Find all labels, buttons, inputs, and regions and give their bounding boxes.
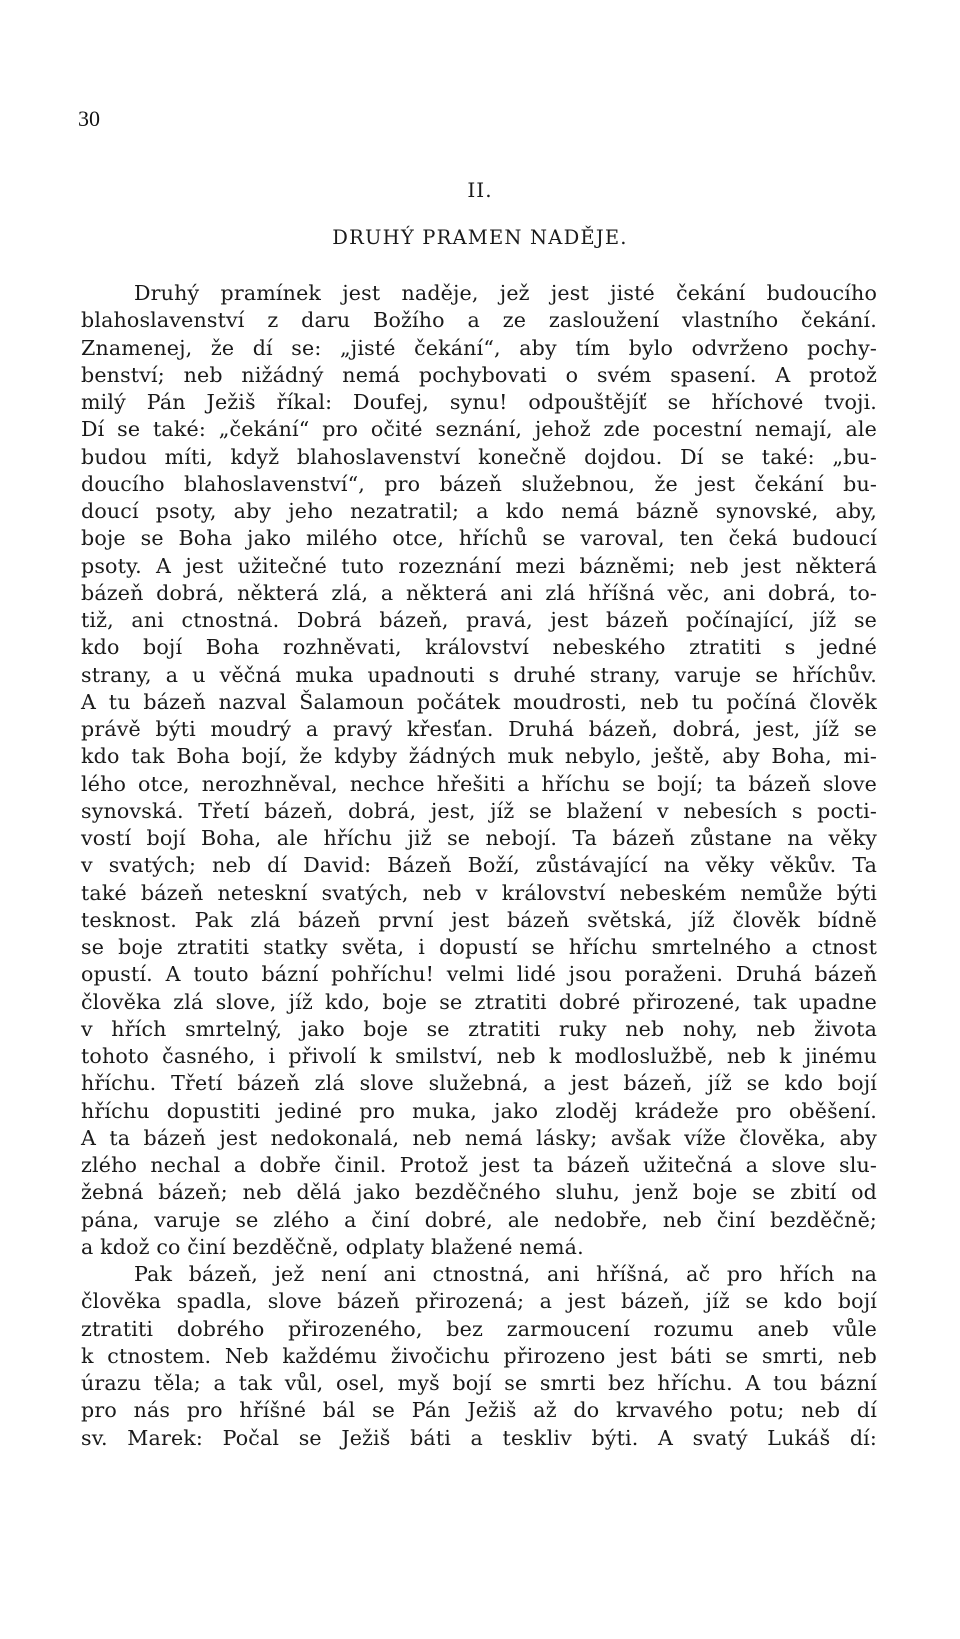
text-line: tesknost. Pak zlá bázeň první jest bázeň světská, jíž člověk bídně	[81, 907, 877, 932]
text-line: psoty. A jest užitečné tuto rozeznání mezi bázněmi; neb jest některá	[81, 553, 877, 578]
paragraph	[81, 1261, 877, 1452]
text-line: A tu bázeň nazval Šalamoun počátek moudrosti, neb tu počíná člověk	[81, 689, 877, 714]
text-body	[81, 280, 877, 1452]
text-line: Dí se také: „čekání“ pro očité seznání, jehož zde pocestní nemají, ale	[81, 417, 877, 442]
text-line: pro nás pro hříšné bál se Pán Ježiš až do krvavého potu; neb dí	[81, 1398, 877, 1423]
text-line: Znamenej, že dí se: „jisté čekání“, aby tím bylo odvrženo pochy-	[81, 335, 877, 360]
text-line: synovská. Třetí bázeň, dobrá, jest, jíž se blažení v nebesích s pocti-	[81, 798, 877, 823]
text-line: lého otce, nerozhněval, nechce hřešiti a hříchu se bojí; ta bázeň slove	[81, 771, 877, 796]
text-line: sv. Marek: Počal se Ježiš báti a teskliv býti. A svatý Lukáš dí:	[81, 1425, 877, 1450]
text-line: doucího blahoslavenství“, pro bázeň služebnou, že jest čekání bu-	[81, 471, 877, 496]
text-line: pána, varuje se zlého a činí dobré, ale nedobře, neb činí bezděčně;	[81, 1207, 877, 1232]
text-line: milý Pán Ježiš říkal: Doufej, synu! odpouštějíť se hříchové tvoji.	[81, 390, 877, 414]
text-line: člověka spadla, slove bázeň přirozená; a jest bázeň, jíž se kdo bojí	[81, 1289, 877, 1314]
text-line: opustí. A touto bázní pohříchu! velmi lidé jsou poraženi. Druhá bázeň	[81, 962, 877, 987]
text-line: Pak bázeň, jež není ani ctnostná, ani hříšná, ač pro hřích na	[134, 1262, 877, 1286]
text-line: budou míti, když blahoslavenství konečně dojdou. Dí se také: „bu-	[81, 444, 877, 469]
text-line: vostí bojí Boha, ale hříchu již se nebojí. Ta bázeň zůstane na věky	[81, 826, 877, 850]
text-line: úrazu těla; a tak vůl, osel, myš bojí se smrti bez hříchu. A tou bázní	[81, 1371, 877, 1395]
text-line: benství; neb nižádný nemá pochybovati o svém spasení. A protož	[81, 362, 877, 387]
text-line: k ctnostem. Neb každému živočichu přirozeno jest báti se smrti, neb	[81, 1343, 877, 1368]
text-line: bázeň dobrá, některá zlá, a některá ani zlá hříšná věc, ani dobrá, to-	[81, 580, 877, 605]
text-line: se boje ztratiti statky světa, i dopustí se hříchu smrtelného a ctnost	[81, 935, 877, 959]
text-line: boje se Boha jako milého otce, hříchů se varoval, ten čeká budoucí	[81, 526, 877, 551]
text-line: žebná bázeň; neb dělá jako bezděčného sluhu, jenž boje se zbití od	[81, 1180, 877, 1205]
text-line: zlého nechal a dobře činil. Protož jest ta bázeň užitečná a slove slu-	[81, 1153, 877, 1177]
text-line: tiž, ani ctnostná. Dobrá bázeň, pravá, jest bázeň počínající, jíž se	[81, 608, 877, 632]
text-line: právě býti moudrý a pravý křesťan. Druhá bázeň, dobrá, jest, jíž se	[81, 717, 877, 741]
text-line: a kdož co činí bezděčně, odplaty blažené nemá.	[81, 1234, 584, 1259]
chapter-title: DRUHÝ PRAMEN NADĚJE.	[332, 226, 628, 249]
text-line: ztratiti dobrého přirozeného, bez zarmoucení rozumu aneb vůle	[81, 1316, 877, 1341]
text-line: v hřích smrtelný, jako boje se ztratiti ruky neb nohy, neb života	[81, 1016, 877, 1041]
text-line: doucí psoty, aby jeho nezatratil; a kdo nemá bázně synovské, aby,	[81, 499, 877, 523]
text-line: A ta bázeň jest nedokonalá, neb nemá lásky; avšak víže člověka, aby	[81, 1125, 877, 1150]
text-line: tohoto časného, i přivolí k smilství, neb k modloslužbě, neb k jinému	[81, 1044, 877, 1068]
chapter-number: II.	[467, 178, 493, 202]
text-line: kdo tak Boha bojí, že kdyby žádných muk nebylo, ještě, aby Boha, mi-	[81, 744, 877, 769]
paragraph	[81, 280, 877, 1261]
text-line: v svatých; neb dí David: Bázeň Boží, zůstávající na věky věkův. Ta	[81, 853, 877, 878]
text-line: hříchu dopustiti jediné pro muka, jako zloděj krádeže pro oběšení.	[81, 1098, 877, 1123]
text-line: kdo bojí Boha rozhněvati, království nebeského ztratiti s jedné	[81, 635, 877, 660]
text-line: také bázeň neteskní svatých, neb v království nebeském nemůže býti	[81, 880, 877, 905]
text-line: Druhý pramínek jest naděje, jež jest jisté čekání budoucího	[134, 281, 877, 305]
text-line: člověka zlá slove, jíž kdo, boje se ztratiti dobré přirozené, tak upadne	[81, 989, 877, 1014]
text-line: strany, a u věčná muka upadnouti s druhé strany, varuje se hříchův.	[81, 662, 877, 687]
text-line: hříchu. Třetí bázeň zlá slove služebná, a jest bázeň, jíž se kdo bojí	[81, 1071, 877, 1096]
page-number: 30	[78, 106, 100, 131]
text-line: blahoslavenství z daru Božího a ze zasloužení vlastního čekání.	[81, 308, 877, 333]
